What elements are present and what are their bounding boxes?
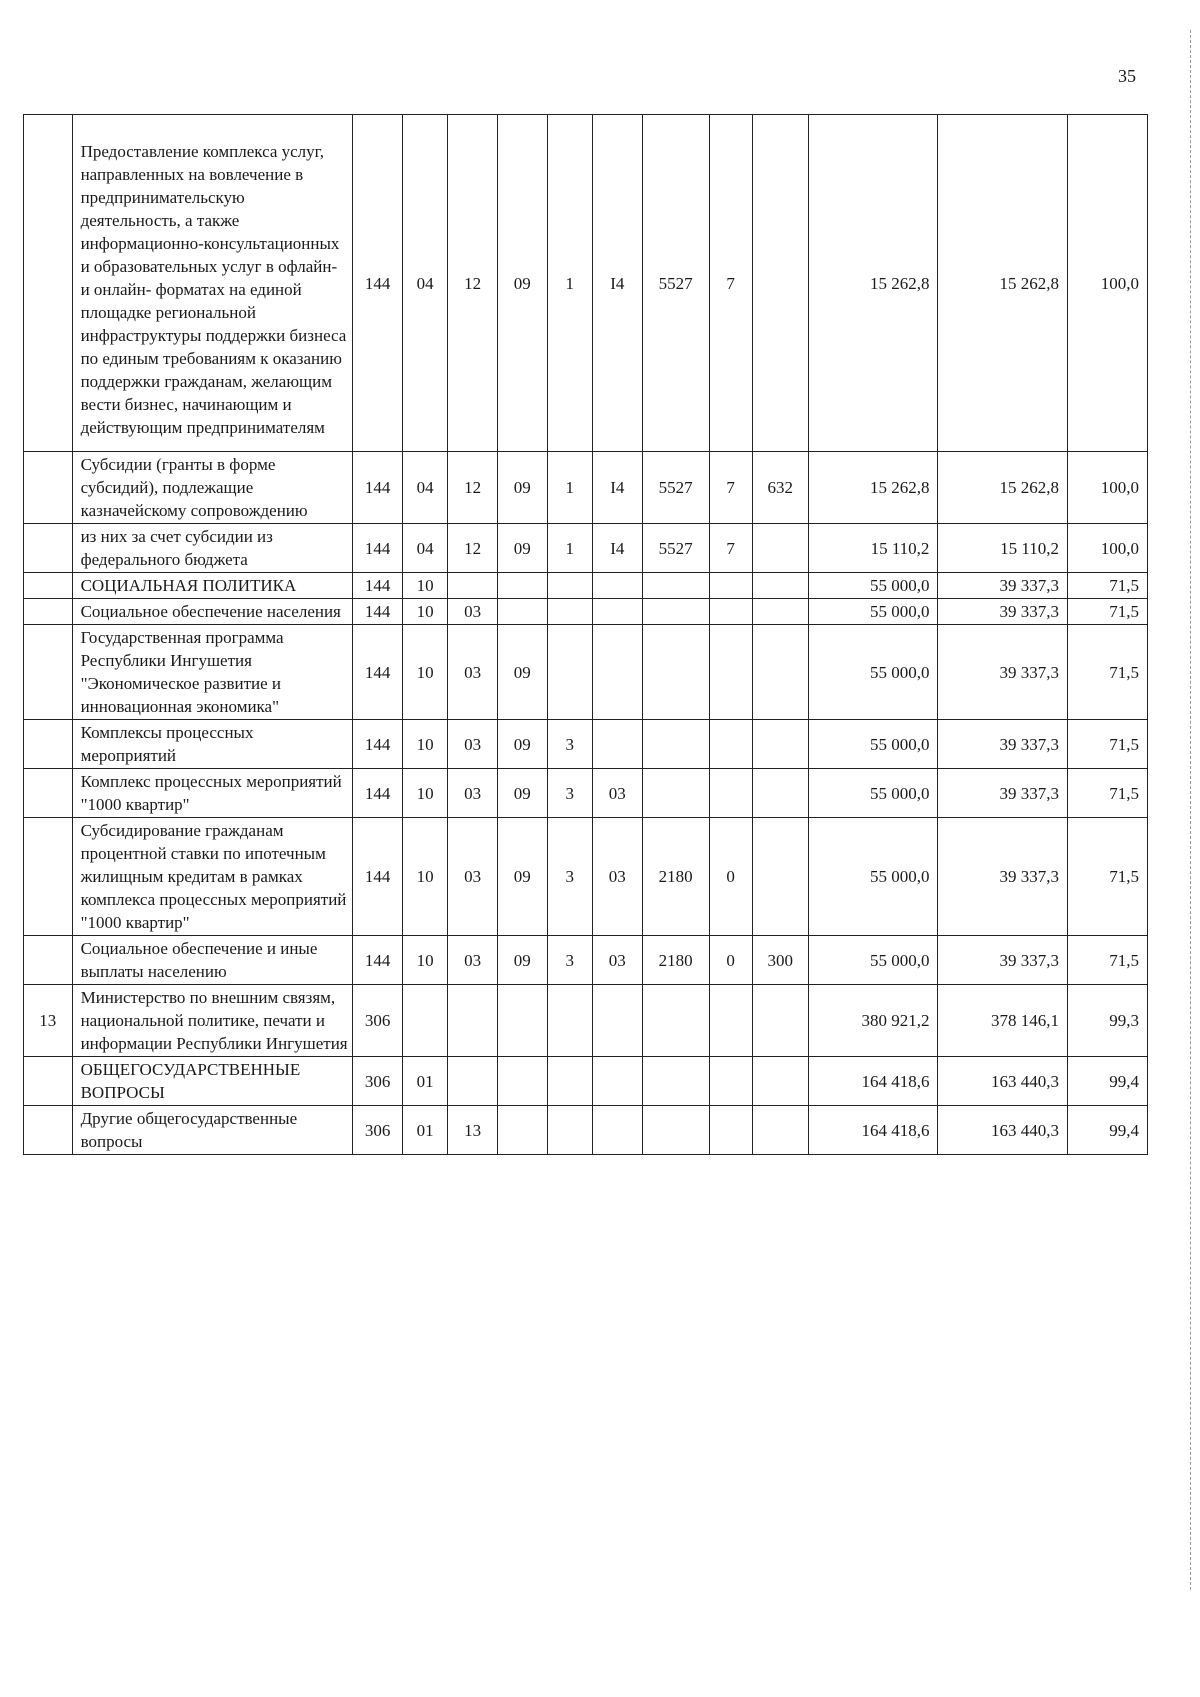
code-cell-c9 <box>752 524 808 573</box>
code-cell-c8 <box>709 985 752 1057</box>
row-number-cell <box>24 818 73 936</box>
code-cell-c7 <box>642 720 709 769</box>
code-cell-c1: 144 <box>353 452 403 524</box>
code-cell-c2: 10 <box>402 720 447 769</box>
row-name-cell: из них за счет субсидии из федерального бюджета <box>72 524 353 573</box>
code-cell-c7 <box>642 769 709 818</box>
code-cell-c6 <box>592 720 642 769</box>
fact-amount-cell: 39 337,3 <box>938 573 1068 599</box>
plan-amount-cell: 55 000,0 <box>808 936 938 985</box>
code-cell-c1: 144 <box>353 115 403 452</box>
plan-amount-cell: 55 000,0 <box>808 573 938 599</box>
code-cell-c8 <box>709 769 752 818</box>
table-row <box>24 769 1148 818</box>
code-cell-c4 <box>497 573 547 599</box>
code-cell-c4: 09 <box>497 818 547 936</box>
fact-amount-cell: 39 337,3 <box>938 936 1068 985</box>
scan-edge-line <box>1190 30 1192 1590</box>
fact-amount-cell: 15 262,8 <box>938 115 1068 452</box>
code-cell-c4 <box>497 599 547 625</box>
code-cell-c2: 01 <box>402 1057 447 1106</box>
code-cell-c6 <box>592 1057 642 1106</box>
plan-amount-cell: 55 000,0 <box>808 769 938 818</box>
table-row <box>24 1106 1148 1155</box>
code-cell-c8 <box>709 1057 752 1106</box>
fact-amount-cell: 39 337,3 <box>938 720 1068 769</box>
code-cell-c8 <box>709 599 752 625</box>
code-cell-c2: 10 <box>402 769 447 818</box>
plan-amount-cell: 55 000,0 <box>808 625 938 720</box>
code-cell-c2 <box>402 985 447 1057</box>
code-cell-c3: 03 <box>448 769 498 818</box>
row-name-cell: Другие общегосударственные вопросы <box>72 1106 353 1155</box>
code-cell-c4: 09 <box>497 769 547 818</box>
percent-cell: 71,5 <box>1068 720 1148 769</box>
plan-amount-cell: 380 921,2 <box>808 985 938 1057</box>
code-cell-c5: 1 <box>547 452 592 524</box>
code-cell-c3: 12 <box>448 452 498 524</box>
code-cell-c9: 632 <box>752 452 808 524</box>
table-row <box>24 818 1148 936</box>
code-cell-c3: 03 <box>448 818 498 936</box>
code-cell-c1: 144 <box>353 936 403 985</box>
code-cell-c1: 144 <box>353 599 403 625</box>
table-row <box>24 985 1148 1057</box>
code-cell-c4: 09 <box>497 720 547 769</box>
code-cell-c2: 04 <box>402 115 447 452</box>
row-name-cell: Комплекс процессных мероприятий "1000 квартир" <box>72 769 353 818</box>
percent-cell: 100,0 <box>1068 524 1148 573</box>
code-cell-c6 <box>592 599 642 625</box>
code-cell-c7 <box>642 599 709 625</box>
code-cell-c1: 144 <box>353 524 403 573</box>
code-cell-c1: 306 <box>353 1057 403 1106</box>
code-cell-c3: 03 <box>448 936 498 985</box>
code-cell-c7 <box>642 1106 709 1155</box>
row-number-cell <box>24 452 73 524</box>
row-number-cell <box>24 115 73 452</box>
percent-cell: 71,5 <box>1068 599 1148 625</box>
code-cell-c3: 03 <box>448 599 498 625</box>
code-cell-c2: 10 <box>402 573 447 599</box>
code-cell-c9 <box>752 720 808 769</box>
code-cell-c1: 144 <box>353 625 403 720</box>
code-cell-c6: 03 <box>592 818 642 936</box>
code-cell-c7 <box>642 573 709 599</box>
code-cell-c3: 03 <box>448 720 498 769</box>
code-cell-c1: 306 <box>353 985 403 1057</box>
code-cell-c4: 09 <box>497 115 547 452</box>
table-row <box>24 573 1148 599</box>
percent-cell: 71,5 <box>1068 818 1148 936</box>
code-cell-c5 <box>547 1057 592 1106</box>
code-cell-c7 <box>642 1057 709 1106</box>
code-cell-c8 <box>709 573 752 599</box>
code-cell-c5: 3 <box>547 769 592 818</box>
percent-cell: 99,4 <box>1068 1106 1148 1155</box>
code-cell-c9 <box>752 599 808 625</box>
plan-amount-cell: 15 262,8 <box>808 115 938 452</box>
row-name-cell: Министерство по внешним связям, национальной политике, печати и информации Республики Ингушетия <box>72 985 353 1057</box>
code-cell-c1: 144 <box>353 573 403 599</box>
table-body <box>24 115 1148 1155</box>
code-cell-c8: 7 <box>709 115 752 452</box>
plan-amount-cell: 55 000,0 <box>808 720 938 769</box>
code-cell-c6: I4 <box>592 524 642 573</box>
code-cell-c6: I4 <box>592 115 642 452</box>
code-cell-c5: 3 <box>547 720 592 769</box>
row-name-cell: Комплексы процессных мероприятий <box>72 720 353 769</box>
code-cell-c8: 7 <box>709 524 752 573</box>
percent-cell: 99,4 <box>1068 1057 1148 1106</box>
fact-amount-cell: 163 440,3 <box>938 1106 1068 1155</box>
row-name-cell: СОЦИАЛЬНАЯ ПОЛИТИКА <box>72 573 353 599</box>
percent-cell: 100,0 <box>1068 452 1148 524</box>
code-cell-c7: 2180 <box>642 936 709 985</box>
code-cell-c8 <box>709 1106 752 1155</box>
plan-amount-cell: 15 262,8 <box>808 452 938 524</box>
fact-amount-cell: 39 337,3 <box>938 818 1068 936</box>
fact-amount-cell: 15 110,2 <box>938 524 1068 573</box>
code-cell-c9 <box>752 115 808 452</box>
code-cell-c7: 5527 <box>642 452 709 524</box>
code-cell-c4: 09 <box>497 936 547 985</box>
plan-amount-cell: 164 418,6 <box>808 1057 938 1106</box>
table-row <box>24 720 1148 769</box>
code-cell-c4 <box>497 1057 547 1106</box>
row-number-cell <box>24 1057 73 1106</box>
code-cell-c5 <box>547 599 592 625</box>
code-cell-c4: 09 <box>497 524 547 573</box>
code-cell-c9 <box>752 769 808 818</box>
code-cell-c5: 3 <box>547 818 592 936</box>
code-cell-c5 <box>547 573 592 599</box>
fact-amount-cell: 39 337,3 <box>938 625 1068 720</box>
code-cell-c7: 2180 <box>642 818 709 936</box>
code-cell-c9 <box>752 1057 808 1106</box>
code-cell-c3: 13 <box>448 1106 498 1155</box>
code-cell-c2: 10 <box>402 936 447 985</box>
code-cell-c2: 10 <box>402 599 447 625</box>
code-cell-c8 <box>709 720 752 769</box>
row-number-cell <box>24 599 73 625</box>
code-cell-c6 <box>592 985 642 1057</box>
row-number-cell: 13 <box>24 985 73 1057</box>
code-cell-c6 <box>592 573 642 599</box>
code-cell-c5: 3 <box>547 936 592 985</box>
plan-amount-cell: 55 000,0 <box>808 818 938 936</box>
row-name-cell: Государственная программа Республики Ингушетия "Экономическое развитие и инновационная экономика" <box>72 625 353 720</box>
table-row <box>24 115 1148 452</box>
plan-amount-cell: 15 110,2 <box>808 524 938 573</box>
code-cell-c3 <box>448 1057 498 1106</box>
code-cell-c4: 09 <box>497 452 547 524</box>
fact-amount-cell: 39 337,3 <box>938 599 1068 625</box>
code-cell-c3 <box>448 573 498 599</box>
code-cell-c8 <box>709 625 752 720</box>
code-cell-c5 <box>547 625 592 720</box>
code-cell-c2: 04 <box>402 452 447 524</box>
row-name-cell: Социальное обеспечение и иные выплаты населению <box>72 936 353 985</box>
code-cell-c1: 144 <box>353 769 403 818</box>
code-cell-c3: 12 <box>448 524 498 573</box>
code-cell-c8: 0 <box>709 936 752 985</box>
code-cell-c3: 12 <box>448 115 498 452</box>
code-cell-c4 <box>497 985 547 1057</box>
code-cell-c6: I4 <box>592 452 642 524</box>
code-cell-c6: 03 <box>592 769 642 818</box>
code-cell-c9 <box>752 573 808 599</box>
budget-table <box>23 114 1148 1155</box>
percent-cell: 99,3 <box>1068 985 1148 1057</box>
code-cell-c5: 1 <box>547 115 592 452</box>
code-cell-c7 <box>642 985 709 1057</box>
code-cell-c3: 03 <box>448 625 498 720</box>
fact-amount-cell: 15 262,8 <box>938 452 1068 524</box>
code-cell-c5 <box>547 985 592 1057</box>
row-number-cell <box>24 720 73 769</box>
code-cell-c4: 09 <box>497 625 547 720</box>
code-cell-c4 <box>497 1106 547 1155</box>
code-cell-c9 <box>752 818 808 936</box>
row-number-cell <box>24 524 73 573</box>
percent-cell: 71,5 <box>1068 625 1148 720</box>
row-name-cell: Предоставление комплекса услуг, направленных на вовлечение в предпринимательскую деятельность, а также информационно-консультационных и образовательных услуг в офлайн- и онлайн- форматах на единой площадке региональной инфраструктуры поддержки бизнеса по единым требованиям к оказанию поддержки гражданам, желающим вести бизнес, начинающим и действующим предпринимателям <box>72 115 353 452</box>
code-cell-c7: 5527 <box>642 524 709 573</box>
code-cell-c9 <box>752 985 808 1057</box>
row-number-cell <box>24 625 73 720</box>
plan-amount-cell: 164 418,6 <box>808 1106 938 1155</box>
fact-amount-cell: 39 337,3 <box>938 769 1068 818</box>
code-cell-c6 <box>592 1106 642 1155</box>
code-cell-c9 <box>752 625 808 720</box>
code-cell-c2: 04 <box>402 524 447 573</box>
code-cell-c9 <box>752 1106 808 1155</box>
code-cell-c3 <box>448 985 498 1057</box>
code-cell-c1: 306 <box>353 1106 403 1155</box>
code-cell-c8: 0 <box>709 818 752 936</box>
code-cell-c1: 144 <box>353 818 403 936</box>
code-cell-c7: 5527 <box>642 115 709 452</box>
row-name-cell: Социальное обеспечение населения <box>72 599 353 625</box>
fact-amount-cell: 378 146,1 <box>938 985 1068 1057</box>
code-cell-c9: 300 <box>752 936 808 985</box>
code-cell-c1: 144 <box>353 720 403 769</box>
table-row <box>24 599 1148 625</box>
row-number-cell <box>24 1106 73 1155</box>
row-number-cell <box>24 936 73 985</box>
row-name-cell: ОБЩЕГОСУДАРСТВЕННЫЕ ВОПРОСЫ <box>72 1057 353 1106</box>
percent-cell: 71,5 <box>1068 769 1148 818</box>
table-row <box>24 524 1148 573</box>
table-row <box>24 936 1148 985</box>
row-name-cell: Субсидии (гранты в форме субсидий), подлежащие казначейскому сопровождению <box>72 452 353 524</box>
code-cell-c8: 7 <box>709 452 752 524</box>
row-number-cell <box>24 769 73 818</box>
table-row <box>24 452 1148 524</box>
table-row <box>24 625 1148 720</box>
code-cell-c7 <box>642 625 709 720</box>
code-cell-c2: 01 <box>402 1106 447 1155</box>
row-name-cell: Субсидирование гражданам процентной ставки по ипотечным жилищным кредитам в рамках комплекса процессных мероприятий "1000 квартир" <box>72 818 353 936</box>
code-cell-c5: 1 <box>547 524 592 573</box>
row-number-cell <box>24 573 73 599</box>
percent-cell: 100,0 <box>1068 115 1148 452</box>
page-number: 35 <box>1118 66 1136 86</box>
table-row <box>24 1057 1148 1106</box>
code-cell-c6 <box>592 625 642 720</box>
percent-cell: 71,5 <box>1068 936 1148 985</box>
percent-cell: 71,5 <box>1068 573 1148 599</box>
code-cell-c2: 10 <box>402 625 447 720</box>
plan-amount-cell: 55 000,0 <box>808 599 938 625</box>
fact-amount-cell: 163 440,3 <box>938 1057 1068 1106</box>
code-cell-c2: 10 <box>402 818 447 936</box>
code-cell-c6: 03 <box>592 936 642 985</box>
code-cell-c5 <box>547 1106 592 1155</box>
